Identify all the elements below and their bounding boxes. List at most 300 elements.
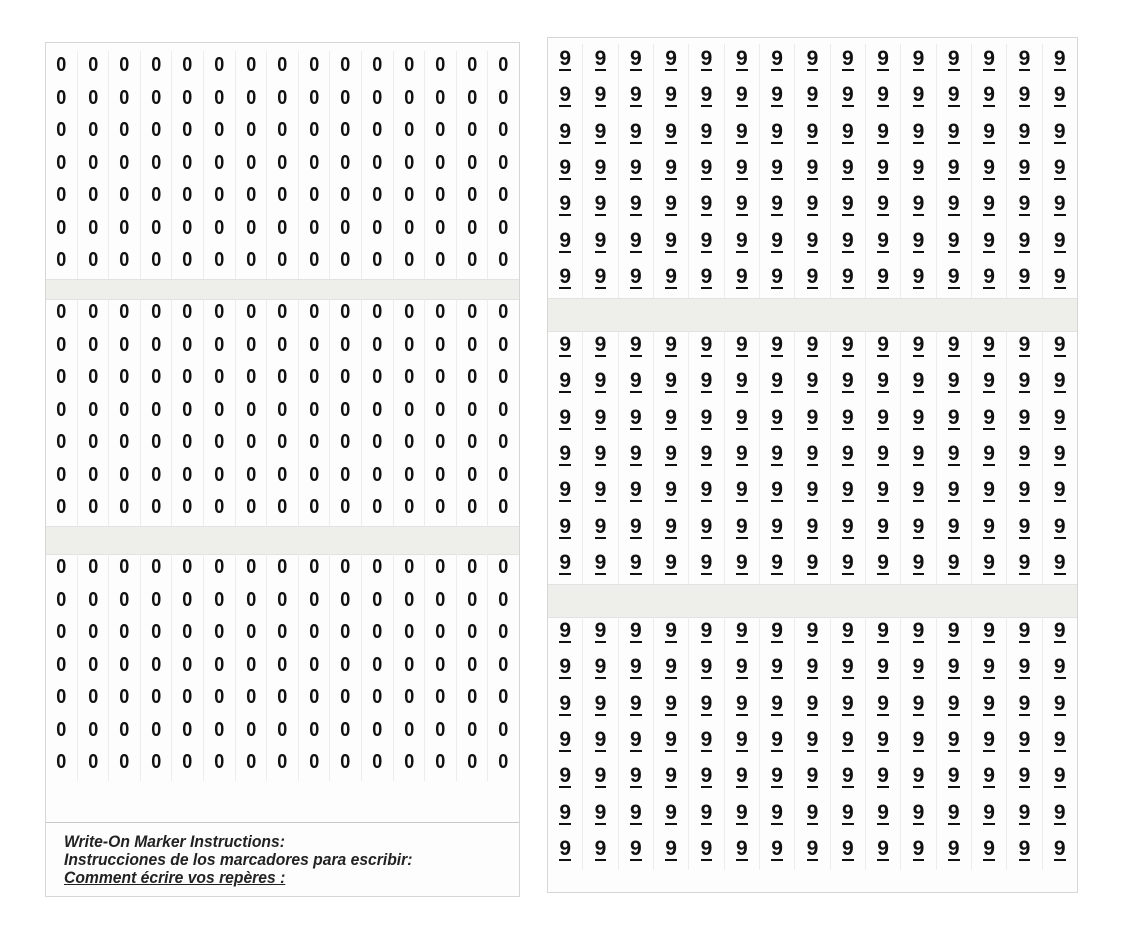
marker-digit[interactable]: 9	[1053, 836, 1066, 860]
marker-digit[interactable]: 9	[841, 478, 854, 502]
marker-digit[interactable]: 0	[498, 119, 509, 141]
marker-digit[interactable]: 9	[700, 550, 713, 574]
marker-digit[interactable]: 0	[87, 431, 98, 453]
marker-digit[interactable]: 0	[403, 54, 414, 76]
marker-digit[interactable]: 0	[214, 463, 225, 486]
marker-digit[interactable]: 9	[1018, 478, 1031, 502]
marker-digit[interactable]: 0	[309, 86, 320, 109]
marker-digit[interactable]: 9	[771, 47, 783, 70]
marker-digit[interactable]: 9	[700, 727, 713, 751]
marker-digit[interactable]: 9	[877, 333, 889, 356]
marker-digit[interactable]: 9	[806, 441, 819, 465]
marker-digit[interactable]: 0	[87, 588, 98, 611]
marker-digit[interactable]: 9	[947, 83, 960, 107]
marker-digit[interactable]: 0	[182, 54, 193, 76]
marker-digit[interactable]: 9	[700, 264, 713, 288]
marker-digit[interactable]: 0	[309, 556, 320, 578]
marker-digit[interactable]: 9	[665, 619, 677, 642]
marker-digit[interactable]: 9	[594, 727, 607, 751]
marker-digit[interactable]: 9	[1018, 264, 1031, 288]
marker-digit[interactable]: 9	[771, 155, 783, 179]
marker-digit[interactable]: 0	[340, 184, 351, 206]
marker-digit[interactable]: 9	[1018, 405, 1031, 429]
marker-digit[interactable]: 9	[806, 119, 819, 143]
marker-digit[interactable]: 9	[841, 836, 854, 860]
marker-digit[interactable]: 0	[435, 184, 446, 206]
marker-digit[interactable]: 0	[119, 54, 130, 76]
marker-digit[interactable]: 0	[182, 184, 193, 206]
marker-digit[interactable]: 0	[56, 496, 67, 518]
marker-digit[interactable]: 0	[119, 686, 130, 708]
marker-digit[interactable]: 0	[467, 653, 478, 676]
marker-digit[interactable]: 0	[340, 751, 351, 773]
marker-digit[interactable]: 0	[435, 556, 446, 578]
marker-digit[interactable]: 9	[1053, 155, 1066, 179]
marker-digit[interactable]: 0	[403, 686, 414, 708]
marker-digit[interactable]: 0	[151, 184, 162, 206]
marker-digit[interactable]: 9	[594, 655, 607, 679]
marker-digit[interactable]: 9	[841, 514, 854, 538]
marker-digit[interactable]: 0	[467, 184, 478, 206]
marker-digit[interactable]: 0	[403, 86, 414, 109]
marker-digit[interactable]: 0	[467, 366, 478, 388]
marker-digit[interactable]: 9	[629, 800, 642, 824]
marker-digit[interactable]: 9	[983, 155, 995, 179]
marker-digit[interactable]: 9	[629, 192, 642, 216]
marker-digit[interactable]: 0	[309, 333, 320, 356]
marker-digit[interactable]: 0	[498, 398, 509, 421]
marker-digit[interactable]: 0	[87, 718, 98, 741]
marker-digit[interactable]: 0	[372, 216, 383, 239]
marker-digit[interactable]: 0	[435, 151, 446, 174]
marker-digit[interactable]: 0	[214, 54, 225, 76]
marker-digit[interactable]: 0	[340, 621, 351, 643]
marker-digit[interactable]: 9	[947, 441, 960, 465]
marker-digit[interactable]: 0	[151, 249, 162, 271]
marker-digit[interactable]: 0	[467, 686, 478, 708]
marker-digit[interactable]: 0	[151, 686, 162, 708]
marker-digit[interactable]: 9	[629, 727, 642, 751]
marker-digit[interactable]: 9	[665, 333, 677, 356]
marker-digit[interactable]: 9	[700, 441, 713, 465]
marker-digit[interactable]: 9	[983, 478, 995, 502]
marker-digit[interactable]: 0	[403, 184, 414, 206]
marker-digit[interactable]: 9	[629, 691, 642, 715]
marker-digit[interactable]: 0	[151, 86, 162, 109]
marker-digit[interactable]: 0	[309, 184, 320, 206]
marker-digit[interactable]: 9	[912, 655, 925, 679]
marker-digit[interactable]: 9	[912, 228, 925, 252]
marker-digit[interactable]: 0	[182, 249, 193, 271]
marker-digit[interactable]: 9	[877, 192, 889, 216]
marker-digit[interactable]: 9	[594, 478, 607, 502]
marker-digit[interactable]: 9	[841, 691, 854, 715]
marker-digit[interactable]: 0	[119, 366, 130, 388]
marker-digit[interactable]: 9	[1018, 333, 1031, 356]
marker-digit[interactable]: 9	[735, 155, 748, 179]
marker-digit[interactable]: 9	[771, 369, 783, 393]
marker-digit[interactable]: 0	[87, 86, 98, 109]
marker-digit[interactable]: 0	[151, 216, 162, 239]
marker-digit[interactable]: 0	[214, 333, 225, 356]
marker-digit[interactable]: 9	[700, 691, 713, 715]
marker-digit[interactable]: 9	[665, 550, 677, 574]
marker-digit[interactable]: 9	[877, 691, 889, 715]
marker-digit[interactable]: 9	[912, 369, 925, 393]
marker-digit[interactable]: 0	[119, 496, 130, 518]
marker-digit[interactable]: 0	[214, 496, 225, 518]
marker-digit[interactable]: 9	[1053, 264, 1066, 288]
marker-digit[interactable]: 0	[309, 686, 320, 708]
marker-digit[interactable]: 0	[403, 463, 414, 486]
marker-digit[interactable]: 0	[372, 431, 383, 453]
marker-digit[interactable]: 9	[806, 192, 819, 216]
marker-digit[interactable]: 0	[245, 333, 256, 356]
marker-digit[interactable]: 9	[735, 619, 748, 642]
marker-digit[interactable]: 9	[947, 655, 960, 679]
marker-digit[interactable]: 9	[700, 83, 713, 107]
marker-digit[interactable]: 0	[435, 621, 446, 643]
marker-digit[interactable]: 9	[983, 800, 995, 824]
marker-digit[interactable]: 0	[309, 54, 320, 76]
marker-digit[interactable]: 0	[498, 431, 509, 453]
marker-digit[interactable]: 0	[498, 463, 509, 486]
marker-digit[interactable]: 0	[309, 151, 320, 174]
marker-digit[interactable]: 0	[277, 621, 288, 643]
marker-digit[interactable]: 9	[841, 727, 854, 751]
marker-digit[interactable]: 9	[912, 405, 925, 429]
marker-digit[interactable]: 9	[1018, 119, 1031, 143]
marker-digit[interactable]: 9	[1018, 83, 1031, 107]
marker-digit[interactable]: 9	[947, 800, 960, 824]
marker-digit[interactable]: 0	[309, 463, 320, 486]
marker-digit[interactable]: 9	[1053, 478, 1066, 502]
marker-digit[interactable]: 9	[912, 264, 925, 288]
marker-digit[interactable]: 0	[340, 556, 351, 578]
marker-digit[interactable]: 0	[214, 301, 225, 323]
marker-digit[interactable]: 9	[1018, 441, 1031, 465]
marker-digit[interactable]: 9	[559, 264, 571, 288]
marker-digit[interactable]: 0	[214, 621, 225, 643]
marker-digit[interactable]: 0	[182, 398, 193, 421]
marker-digit[interactable]: 9	[594, 514, 607, 538]
marker-digit[interactable]: 9	[559, 691, 571, 715]
marker-digit[interactable]: 0	[498, 621, 509, 643]
marker-digit[interactable]: 0	[498, 151, 509, 174]
marker-digit[interactable]: 0	[498, 751, 509, 773]
marker-digit[interactable]: 0	[214, 86, 225, 109]
marker-digit[interactable]: 0	[435, 398, 446, 421]
marker-digit[interactable]: 9	[806, 83, 819, 107]
marker-digit[interactable]: 0	[372, 333, 383, 356]
marker-digit[interactable]: 9	[877, 441, 889, 465]
marker-digit[interactable]: 9	[1053, 727, 1066, 751]
marker-digit[interactable]: 0	[498, 653, 509, 676]
marker-digit[interactable]: 0	[182, 151, 193, 174]
marker-digit[interactable]: 9	[1018, 836, 1031, 860]
marker-digit[interactable]: 0	[403, 718, 414, 741]
marker-digit[interactable]: 9	[912, 691, 925, 715]
marker-digit[interactable]: 0	[119, 216, 130, 239]
marker-digit[interactable]: 9	[947, 119, 960, 143]
marker-digit[interactable]: 0	[403, 588, 414, 611]
marker-digit[interactable]: 0	[498, 184, 509, 206]
marker-digit[interactable]: 9	[877, 83, 889, 107]
marker-digit[interactable]: 9	[947, 264, 960, 288]
marker-digit[interactable]: 0	[435, 54, 446, 76]
marker-digit[interactable]: 9	[665, 119, 677, 143]
marker-digit[interactable]: 9	[983, 369, 995, 393]
marker-digit[interactable]: 0	[498, 686, 509, 708]
marker-digit[interactable]: 9	[771, 405, 783, 429]
marker-digit[interactable]: 9	[947, 47, 960, 70]
marker-digit[interactable]: 9	[559, 333, 571, 356]
marker-digit[interactable]: 0	[467, 496, 478, 518]
marker-digit[interactable]: 9	[1018, 228, 1031, 252]
marker-digit[interactable]: 0	[56, 119, 67, 141]
marker-digit[interactable]: 9	[1053, 119, 1066, 143]
marker-digit[interactable]: 0	[56, 366, 67, 388]
marker-digit[interactable]: 0	[309, 301, 320, 323]
marker-digit[interactable]: 9	[1053, 619, 1066, 642]
marker-digit[interactable]: 9	[771, 800, 783, 824]
marker-digit[interactable]: 0	[340, 86, 351, 109]
marker-digit[interactable]: 0	[87, 621, 98, 643]
marker-digit[interactable]: 9	[912, 155, 925, 179]
marker-digit[interactable]: 0	[498, 588, 509, 611]
marker-digit[interactable]: 9	[629, 369, 642, 393]
marker-digit[interactable]: 0	[277, 301, 288, 323]
marker-digit[interactable]: 9	[700, 800, 713, 824]
marker-digit[interactable]: 0	[340, 398, 351, 421]
marker-digit[interactable]: 0	[467, 398, 478, 421]
marker-digit[interactable]: 9	[1053, 83, 1066, 107]
marker-digit[interactable]: 9	[735, 764, 748, 788]
marker-digit[interactable]: 0	[435, 751, 446, 773]
marker-digit[interactable]: 0	[277, 119, 288, 141]
marker-digit[interactable]: 0	[87, 333, 98, 356]
marker-digit[interactable]: 0	[340, 718, 351, 741]
marker-digit[interactable]: 9	[665, 155, 677, 179]
marker-digit[interactable]: 9	[735, 83, 748, 107]
marker-digit[interactable]: 9	[947, 333, 960, 356]
marker-digit[interactable]: 0	[435, 463, 446, 486]
marker-digit[interactable]: 9	[806, 369, 819, 393]
marker-digit[interactable]: 0	[119, 751, 130, 773]
marker-digit[interactable]: 9	[559, 192, 571, 216]
marker-digit[interactable]: 0	[277, 249, 288, 271]
marker-digit[interactable]: 9	[594, 800, 607, 824]
marker-digit[interactable]: 9	[735, 691, 748, 715]
marker-digit[interactable]: 9	[735, 800, 748, 824]
marker-digit[interactable]: 0	[277, 366, 288, 388]
marker-digit[interactable]: 9	[629, 405, 642, 429]
marker-digit[interactable]: 0	[277, 216, 288, 239]
marker-digit[interactable]: 0	[372, 249, 383, 271]
marker-digit[interactable]: 0	[372, 588, 383, 611]
marker-digit[interactable]: 9	[629, 836, 642, 860]
marker-digit[interactable]: 0	[372, 718, 383, 741]
marker-digit[interactable]: 0	[435, 249, 446, 271]
marker-digit[interactable]: 9	[877, 655, 889, 679]
marker-digit[interactable]: 9	[771, 228, 783, 252]
marker-digit[interactable]: 0	[151, 556, 162, 578]
marker-digit[interactable]: 9	[912, 333, 925, 356]
marker-digit[interactable]: 0	[151, 366, 162, 388]
marker-digit[interactable]: 9	[1018, 727, 1031, 751]
marker-digit[interactable]: 0	[372, 151, 383, 174]
marker-digit[interactable]: 9	[629, 441, 642, 465]
marker-digit[interactable]: 9	[629, 478, 642, 502]
marker-digit[interactable]: 0	[277, 653, 288, 676]
marker-digit[interactable]: 0	[151, 119, 162, 141]
marker-digit[interactable]: 9	[735, 441, 748, 465]
marker-digit[interactable]: 9	[947, 550, 960, 574]
marker-digit[interactable]: 0	[245, 216, 256, 239]
marker-digit[interactable]: 9	[841, 119, 854, 143]
marker-digit[interactable]: 9	[806, 47, 819, 70]
marker-digit[interactable]: 9	[806, 333, 819, 356]
marker-digit[interactable]: 9	[735, 478, 748, 502]
marker-digit[interactable]: 9	[983, 550, 995, 574]
marker-digit[interactable]: 9	[629, 264, 642, 288]
marker-digit[interactable]: 9	[665, 764, 677, 788]
marker-digit[interactable]: 9	[594, 764, 607, 788]
marker-digit[interactable]: 9	[700, 619, 713, 642]
marker-digit[interactable]: 9	[877, 369, 889, 393]
marker-digit[interactable]: 0	[403, 333, 414, 356]
marker-digit[interactable]: 0	[56, 86, 67, 109]
marker-digit[interactable]: 0	[151, 398, 162, 421]
marker-digit[interactable]: 9	[983, 119, 995, 143]
marker-digit[interactable]: 9	[877, 264, 889, 288]
marker-digit[interactable]: 9	[983, 47, 995, 70]
marker-digit[interactable]: 9	[806, 228, 819, 252]
marker-digit[interactable]: 9	[947, 727, 960, 751]
marker-digit[interactable]: 9	[665, 192, 677, 216]
marker-digit[interactable]: 0	[119, 718, 130, 741]
marker-digit[interactable]: 9	[841, 264, 854, 288]
marker-digit[interactable]: 0	[182, 333, 193, 356]
marker-digit[interactable]: 9	[1018, 550, 1031, 574]
marker-digit[interactable]: 9	[983, 192, 995, 216]
marker-digit[interactable]: 9	[806, 405, 819, 429]
marker-digit[interactable]: 0	[87, 301, 98, 323]
marker-digit[interactable]: 0	[467, 119, 478, 141]
marker-digit[interactable]: 0	[309, 431, 320, 453]
marker-digit[interactable]: 0	[87, 184, 98, 206]
marker-digit[interactable]: 0	[403, 249, 414, 271]
marker-digit[interactable]: 0	[56, 398, 67, 421]
marker-digit[interactable]: 0	[214, 249, 225, 271]
marker-digit[interactable]: 9	[947, 228, 960, 252]
marker-digit[interactable]: 9	[841, 550, 854, 574]
marker-digit[interactable]: 0	[119, 301, 130, 323]
marker-digit[interactable]: 0	[309, 119, 320, 141]
marker-digit[interactable]: 9	[877, 405, 889, 429]
marker-digit[interactable]: 0	[56, 333, 67, 356]
marker-digit[interactable]: 9	[983, 514, 995, 538]
marker-digit[interactable]: 0	[56, 751, 67, 773]
marker-digit[interactable]: 9	[771, 441, 783, 465]
marker-digit[interactable]: 0	[119, 119, 130, 141]
marker-digit[interactable]: 9	[771, 619, 783, 642]
marker-digit[interactable]: 9	[983, 441, 995, 465]
marker-digit[interactable]: 0	[467, 621, 478, 643]
marker-digit[interactable]: 9	[1053, 441, 1066, 465]
marker-digit[interactable]: 0	[340, 301, 351, 323]
marker-digit[interactable]: 9	[735, 264, 748, 288]
marker-digit[interactable]: 9	[1053, 192, 1066, 216]
marker-digit[interactable]: 9	[841, 47, 854, 70]
marker-digit[interactable]: 9	[912, 47, 925, 70]
marker-digit[interactable]: 0	[151, 718, 162, 741]
marker-digit[interactable]: 9	[983, 836, 995, 860]
marker-digit[interactable]: 9	[983, 727, 995, 751]
marker-digit[interactable]: 0	[309, 216, 320, 239]
marker-digit[interactable]: 0	[277, 86, 288, 109]
marker-digit[interactable]: 0	[498, 556, 509, 578]
marker-digit[interactable]: 9	[700, 405, 713, 429]
marker-digit[interactable]: 0	[277, 54, 288, 76]
marker-digit[interactable]: 9	[912, 764, 925, 788]
marker-digit[interactable]: 9	[665, 441, 677, 465]
marker-digit[interactable]: 9	[735, 47, 748, 70]
marker-digit[interactable]: 0	[498, 333, 509, 356]
marker-digit[interactable]: 9	[877, 47, 889, 70]
marker-digit[interactable]: 9	[1018, 155, 1031, 179]
marker-digit[interactable]: 0	[119, 621, 130, 643]
marker-digit[interactable]: 0	[340, 249, 351, 271]
marker-digit[interactable]: 9	[665, 727, 677, 751]
marker-digit[interactable]: 0	[277, 431, 288, 453]
marker-digit[interactable]: 9	[771, 550, 783, 574]
marker-digit[interactable]: 0	[214, 751, 225, 773]
marker-digit[interactable]: 0	[435, 216, 446, 239]
marker-digit[interactable]: 9	[771, 514, 783, 538]
marker-digit[interactable]: 0	[403, 653, 414, 676]
marker-digit[interactable]: 0	[309, 249, 320, 271]
marker-digit[interactable]: 0	[245, 119, 256, 141]
marker-digit[interactable]: 9	[665, 228, 677, 252]
marker-digit[interactable]: 0	[245, 588, 256, 611]
marker-digit[interactable]: 0	[56, 151, 67, 174]
marker-digit[interactable]: 9	[594, 228, 607, 252]
marker-digit[interactable]: 0	[309, 718, 320, 741]
marker-digit[interactable]: 0	[56, 249, 67, 271]
marker-digit[interactable]: 9	[1053, 655, 1066, 679]
marker-digit[interactable]: 9	[841, 333, 854, 356]
marker-digit[interactable]: 9	[877, 836, 889, 860]
marker-digit[interactable]: 0	[309, 398, 320, 421]
marker-digit[interactable]: 0	[403, 431, 414, 453]
marker-digit[interactable]: 9	[559, 47, 571, 70]
marker-digit[interactable]: 0	[151, 301, 162, 323]
marker-digit[interactable]: 9	[841, 800, 854, 824]
marker-digit[interactable]: 0	[403, 366, 414, 388]
marker-digit[interactable]: 0	[467, 333, 478, 356]
marker-digit[interactable]: 9	[559, 550, 571, 574]
marker-digit[interactable]: 9	[771, 691, 783, 715]
marker-digit[interactable]: 9	[806, 478, 819, 502]
marker-digit[interactable]: 0	[56, 301, 67, 323]
marker-digit[interactable]: 0	[435, 496, 446, 518]
marker-digit[interactable]: 0	[277, 588, 288, 611]
marker-digit[interactable]: 9	[735, 333, 748, 356]
marker-digit[interactable]: 9	[700, 369, 713, 393]
marker-digit[interactable]: 9	[806, 727, 819, 751]
marker-digit[interactable]: 0	[182, 216, 193, 239]
